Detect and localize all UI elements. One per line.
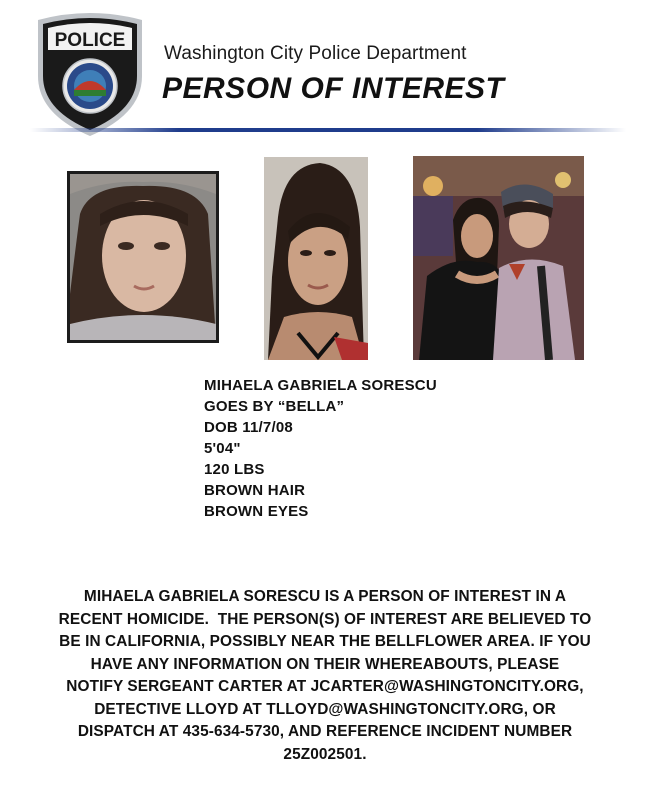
notice-line: MIHAELA GABRIELA SORESCU IS A PERSON OF INTEREST IN A [83,588,567,605]
suspect-photo-3 [413,156,584,360]
suspect-photo-1 [67,171,219,343]
detail-name: MIHAELA GABRIELA SORESCU [204,377,437,394]
department-name: Washington City Police Department [164,43,467,64]
police-badge-icon [30,10,150,138]
portrait-photo-icon [264,157,368,360]
detail-height: 5'04" [204,440,241,457]
notice-line: DISPATCH AT 435-634-5730, AND REFERENCE INCIDENT NUMBER [77,723,573,740]
header [0,0,650,140]
notice-line: BE IN CALIFORNIA, POSSIBLY NEAR THE BELLFLOWER AREA. IF YOU [59,633,591,650]
person-details [204,375,437,522]
page-title: PERSON OF INTEREST [162,72,505,105]
notice-text [15,586,635,766]
portrait-photo-icon [70,174,216,340]
detail-hair: BROWN HAIR [204,482,306,499]
group-photo-icon [413,156,584,360]
notice-line: NOTIFY SERGEANT CARTER AT JCARTER@WASHINGTONCITY.ORG, [66,678,584,695]
detail-eyes: BROWN EYES [204,503,309,520]
badge-text: POLICE [54,30,126,51]
notice-line: DETECTIVE LLOYD AT TLLOYD@WASHINGTONCITY.ORG, OR [94,700,556,718]
suspect-photo-2 [264,157,368,360]
notice-line: HAVE ANY INFORMATION ON THEIR WHEREABOUTS, PLEASE [90,655,560,673]
detail-weight: 120 LBS [204,461,265,478]
notice-line: 25Z002501. [283,745,367,763]
detail-alias: GOES BY “BELLA” [204,398,345,415]
detail-dob: DOB 11/7/08 [204,419,293,436]
notice-line: RECENT HOMICIDE. THE PERSON(S) OF INTEREST ARE BELIEVED TO [58,610,592,628]
header-divider [30,128,626,132]
